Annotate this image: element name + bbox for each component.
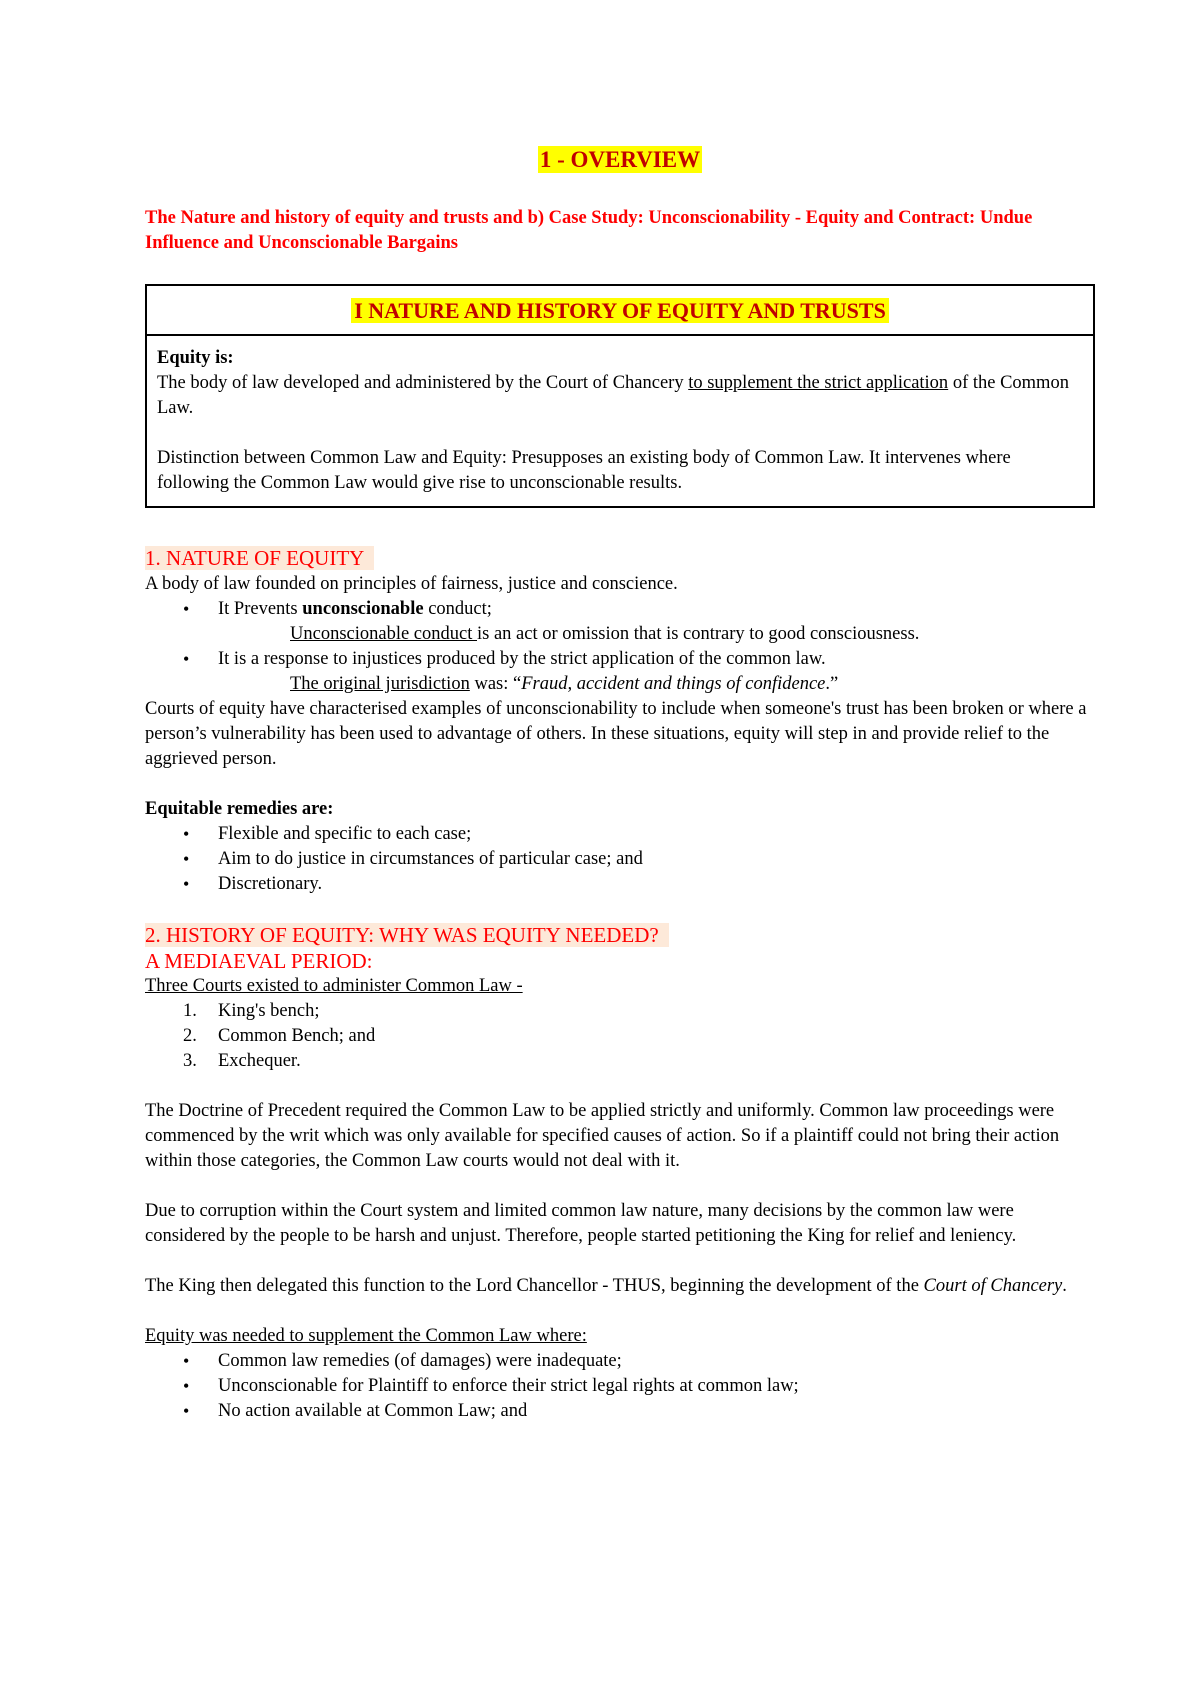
box-heading xyxy=(147,286,1093,336)
list-item: • No action available at Common Law; and xyxy=(145,1399,1095,1424)
corruption-paragraph: Due to corruption within the Court system and limited common law nature, many decisions by the common law were considered by the people to be harsh and unjust. Therefore, people started petitioning the King for relief and leniency. xyxy=(145,1201,1017,1246)
title-block xyxy=(145,147,1095,175)
jurisdiction-quote: Fraud, accident and things of confidence xyxy=(521,674,826,694)
list-number: 1. xyxy=(183,1001,197,1021)
list-item xyxy=(145,1024,1095,1049)
courts-paragraph: Courts of equity have characterised examples of unconscionability to include when someone's trust has been broken or where a person’s vulnerability has been used to advantage of others. In these situations, equity will step in and provide relief to the aggrieved person. xyxy=(145,699,1087,769)
chancellor-end: . xyxy=(1062,1276,1067,1296)
bullet-text-end: conduct; xyxy=(423,599,492,619)
list-number: 3. xyxy=(183,1051,197,1071)
definition-end: of the Common Law. xyxy=(157,373,1069,418)
list-item xyxy=(145,999,1095,1024)
remedies-label: Equitable remedies are: xyxy=(145,799,334,819)
distinction-text: Distinction between Common Law and Equity: Presupposes an existing body of Common Law. It intervenes where following the Common Law would give rise to unconscionable results. xyxy=(157,448,1011,493)
bullet-text: It Prevents xyxy=(218,599,303,619)
list-item xyxy=(145,1049,1095,1074)
nature-intro: A body of law founded on principles of fairness, justice and conscience. xyxy=(145,574,678,594)
equity-is-label: Equity is: xyxy=(157,348,234,368)
courts-label: Three Courts existed to administer Common Law - xyxy=(145,976,523,996)
jurisdiction-line xyxy=(145,672,1095,697)
equity-definition xyxy=(157,371,1083,421)
needed-label: Equity was needed to supplement the Common Law where: xyxy=(145,1326,587,1346)
bullet-bold: unconscionable xyxy=(302,599,424,619)
section-heading-history: 2. HISTORY OF EQUITY: WHY WAS EQUITY NEEDED? xyxy=(145,923,669,947)
list-item: • It is a response to injustices produced by the strict application of the common law. xyxy=(145,647,1095,672)
jurisdiction-end: .” xyxy=(825,674,839,694)
definition-line xyxy=(145,622,1095,647)
term-definition: is an act or omission that is contrary to good consciousness. xyxy=(477,624,920,644)
term-underlined: The original jurisdiction xyxy=(290,674,470,694)
list-number: 2. xyxy=(183,1026,197,1046)
list-text: Common Bench; and xyxy=(218,1026,376,1046)
list-item: • Common law remedies (of damages) were inadequate; xyxy=(145,1349,1095,1374)
list-text: Exchequer. xyxy=(218,1051,301,1071)
box-heading-text: I NATURE AND HISTORY OF EQUITY AND TRUSTS xyxy=(351,298,889,323)
subtitle: The Nature and history of equity and trusts and b) Case Study: Unconscionability - Equity and Contract: Undue Influence and Unconscionable Bargains xyxy=(145,208,1033,253)
definition-text: The body of law developed and administered by the Court of Chancery xyxy=(157,373,689,393)
list-text: King's bench; xyxy=(218,1001,320,1021)
subheading-mediaeval: A MEDIAEVAL PERIOD: xyxy=(145,949,373,973)
main-content xyxy=(145,545,1095,1424)
chancellor-text: The King then delegated this function to the Lord Chancellor - THUS, beginning the development of the xyxy=(145,1276,924,1296)
definition-underlined: to supplement the strict application xyxy=(688,373,949,393)
box-body xyxy=(147,336,1093,506)
chancery-italic: Court of Chancery xyxy=(923,1276,1063,1296)
list-item: • Unconscionable for Plaintiff to enforce their strict legal rights at common law; xyxy=(145,1374,1095,1399)
list-item: • Discretionary. xyxy=(145,872,1095,897)
precedent-paragraph: The Doctrine of Precedent required the Common Law to be applied strictly and uniformly. Common law proceedings were commenced by the writ which was only available for specified causes of action. So if a plaintiff could not bring their action within those categories, the Common Law courts would not deal with it. xyxy=(145,1101,1060,1171)
list-item xyxy=(145,597,1095,622)
term-underlined: Unconscionable conduct xyxy=(290,624,477,644)
chancellor-paragraph xyxy=(145,1274,1095,1299)
definition-box xyxy=(145,284,1095,508)
list-item: • Flexible and specific to each case; xyxy=(145,822,1095,847)
jurisdiction-mid: was: “ xyxy=(469,674,522,694)
section-heading-nature: 1. NATURE OF EQUITY xyxy=(145,546,374,570)
list-item: • Aim to do justice in circumstances of particular case; and xyxy=(145,847,1095,872)
page-title: 1 - OVERVIEW xyxy=(539,147,701,172)
